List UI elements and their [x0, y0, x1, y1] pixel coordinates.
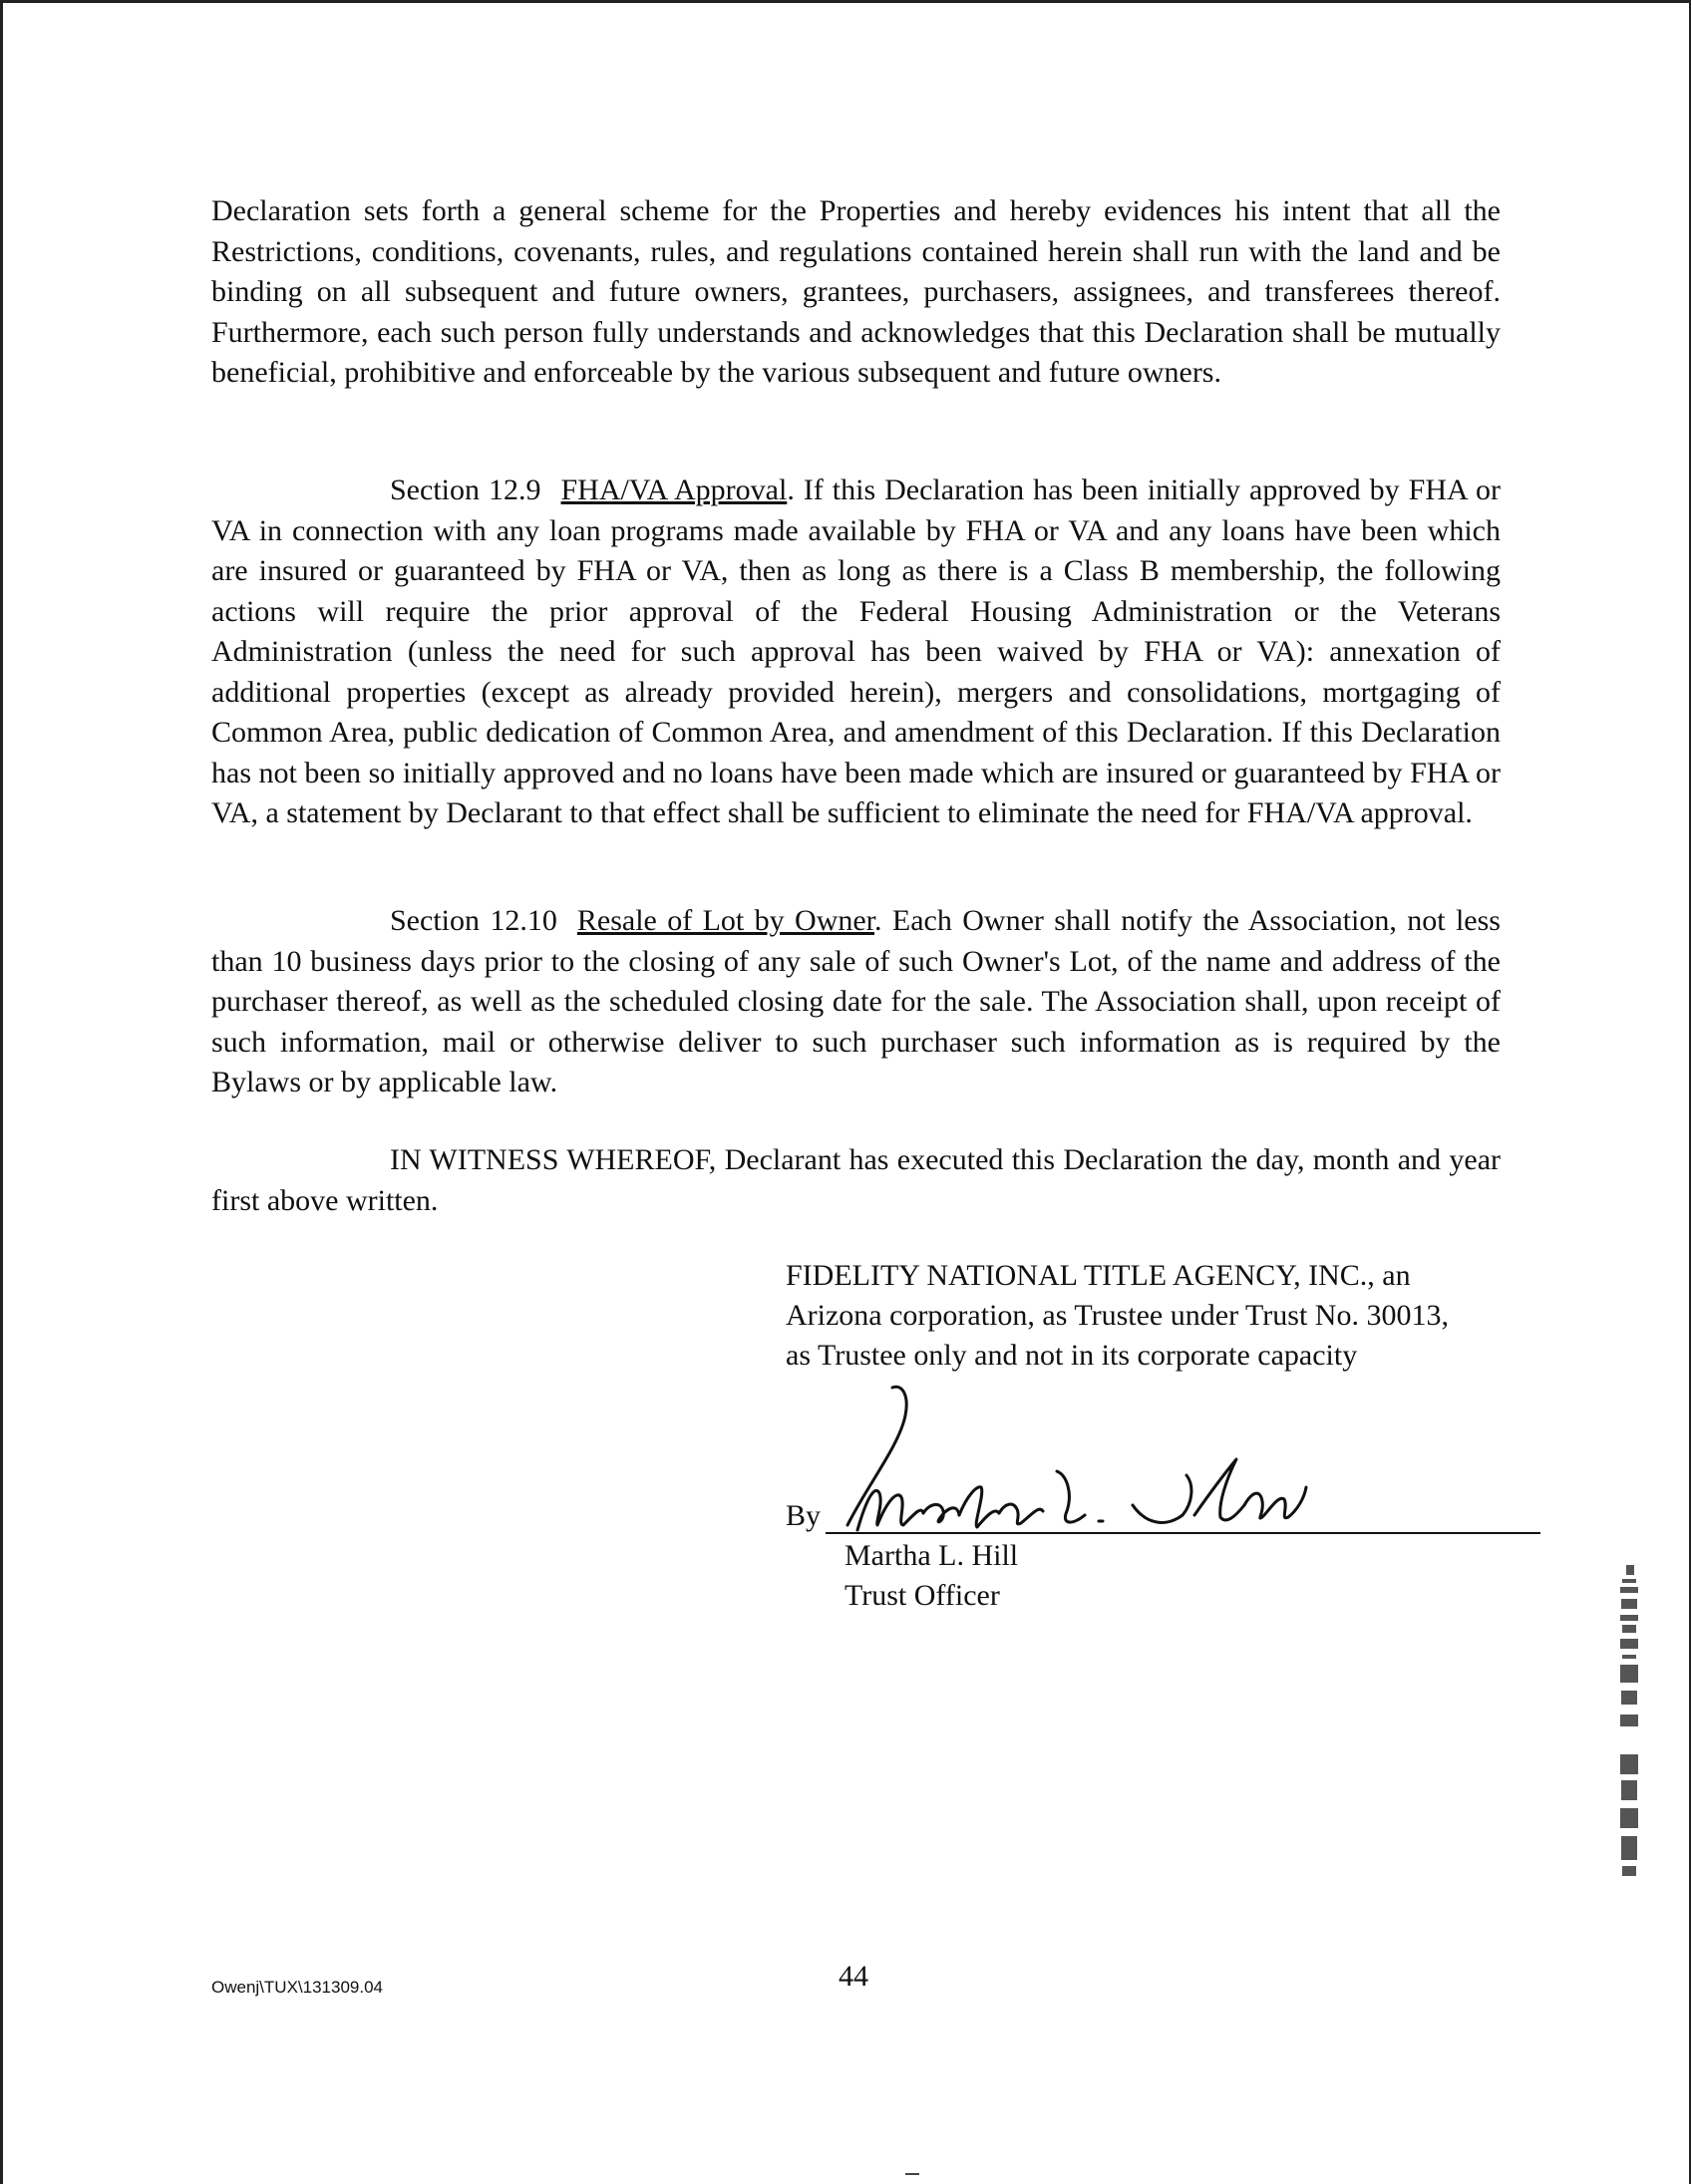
- signature-line: [826, 1532, 1540, 1534]
- witness-paragraph: [211, 1140, 1501, 1221]
- trustee-line-1: FIDELITY NATIONAL TITLE AGENCY, INC., an: [786, 1259, 1411, 1292]
- scan-edge-left: [0, 0, 3, 2184]
- signer-info: [845, 1536, 1018, 1616]
- page-number: 44: [839, 1960, 868, 1993]
- section-12-10-number: Section 12.10: [390, 904, 557, 937]
- by-label: By: [786, 1499, 822, 1532]
- recording-stamp-mark: [1600, 1555, 1660, 1914]
- section-12-9-title: FHA/VA Approval: [560, 473, 788, 506]
- paragraph-continuation: Declaration sets forth a general scheme for the Properties and hereby evidences his intent that all the Restrictions, conditions, covenants, rules, and regulations contained herein shall run with the land and be binding on all subsequent and future owners, grantees, purchasers, assignees, and transferees thereof. Furthermore, each such person fully understands and acknowledges that this Declaration shall be mutually beneficial, prohibitive and enforceable by the various subsequent and future owners.: [211, 194, 1501, 389]
- trustee-line-2: Arizona corporation, as Trustee under Trust No. 30013,: [786, 1299, 1449, 1332]
- signer-name: Martha L. Hill: [845, 1539, 1019, 1572]
- signer-title: Trust Officer: [845, 1579, 1000, 1612]
- section-12-10-text: . Each Owner shall notify the Association, not less than 10 business days prior to the closing of any sale of such Owner's Lot, of the name and address of the purchaser thereof, as well as the scheduled closing date for the sale. The Association shall, upon receipt of such information, mail or otherwise deliver to such purchaser such information as is required by the Bylaws or by applicable law.: [211, 904, 1501, 1098]
- section-12-9-number: Section 12.9: [390, 473, 541, 506]
- section-12-10-paragraph: [211, 901, 1501, 1103]
- file-reference-code: Owenj\TUX\131309.04: [211, 1978, 383, 1997]
- trustee-line-3: as Trustee only and not in its corporate capacity: [786, 1339, 1358, 1372]
- section-12-10-title: Resale of Lot by Owner: [576, 904, 875, 937]
- section-12-9-paragraph: [211, 470, 1501, 834]
- witness-text: IN WITNESS WHEREOF, Declarant has executed this Declaration the day, month and year first above written.: [211, 1143, 1501, 1217]
- signature-line-row: [786, 1499, 1504, 1539]
- scan-bottom-mark: [905, 2173, 919, 2175]
- section-12-9-text: . If this Declaration has been initially approved by FHA or VA in connection with any loan programs made available by FHA or VA and any loans have been which are insured or guaranteed by FHA or VA, then as long as there is a Class B membership, the following actions will require the prior approval of the Federal Housing Administration or the Veterans Administration (unless the need for such approval has been waived by FHA or VA): annexation of additional properties (except as already provided herein), mergers and consolidations, mortgaging of Common Area, public dedication of Common Area, and amendment of this Declaration. If this Declaration has not been so initially approved and no loans have been made which are insured or guaranteed by FHA or VA, a statement by Declarant to that effect shall be sufficient to eliminate the need for FHA/VA approval.: [211, 473, 1501, 829]
- scan-edge-top: [0, 0, 1691, 3]
- signature-block: [786, 1256, 1504, 1376]
